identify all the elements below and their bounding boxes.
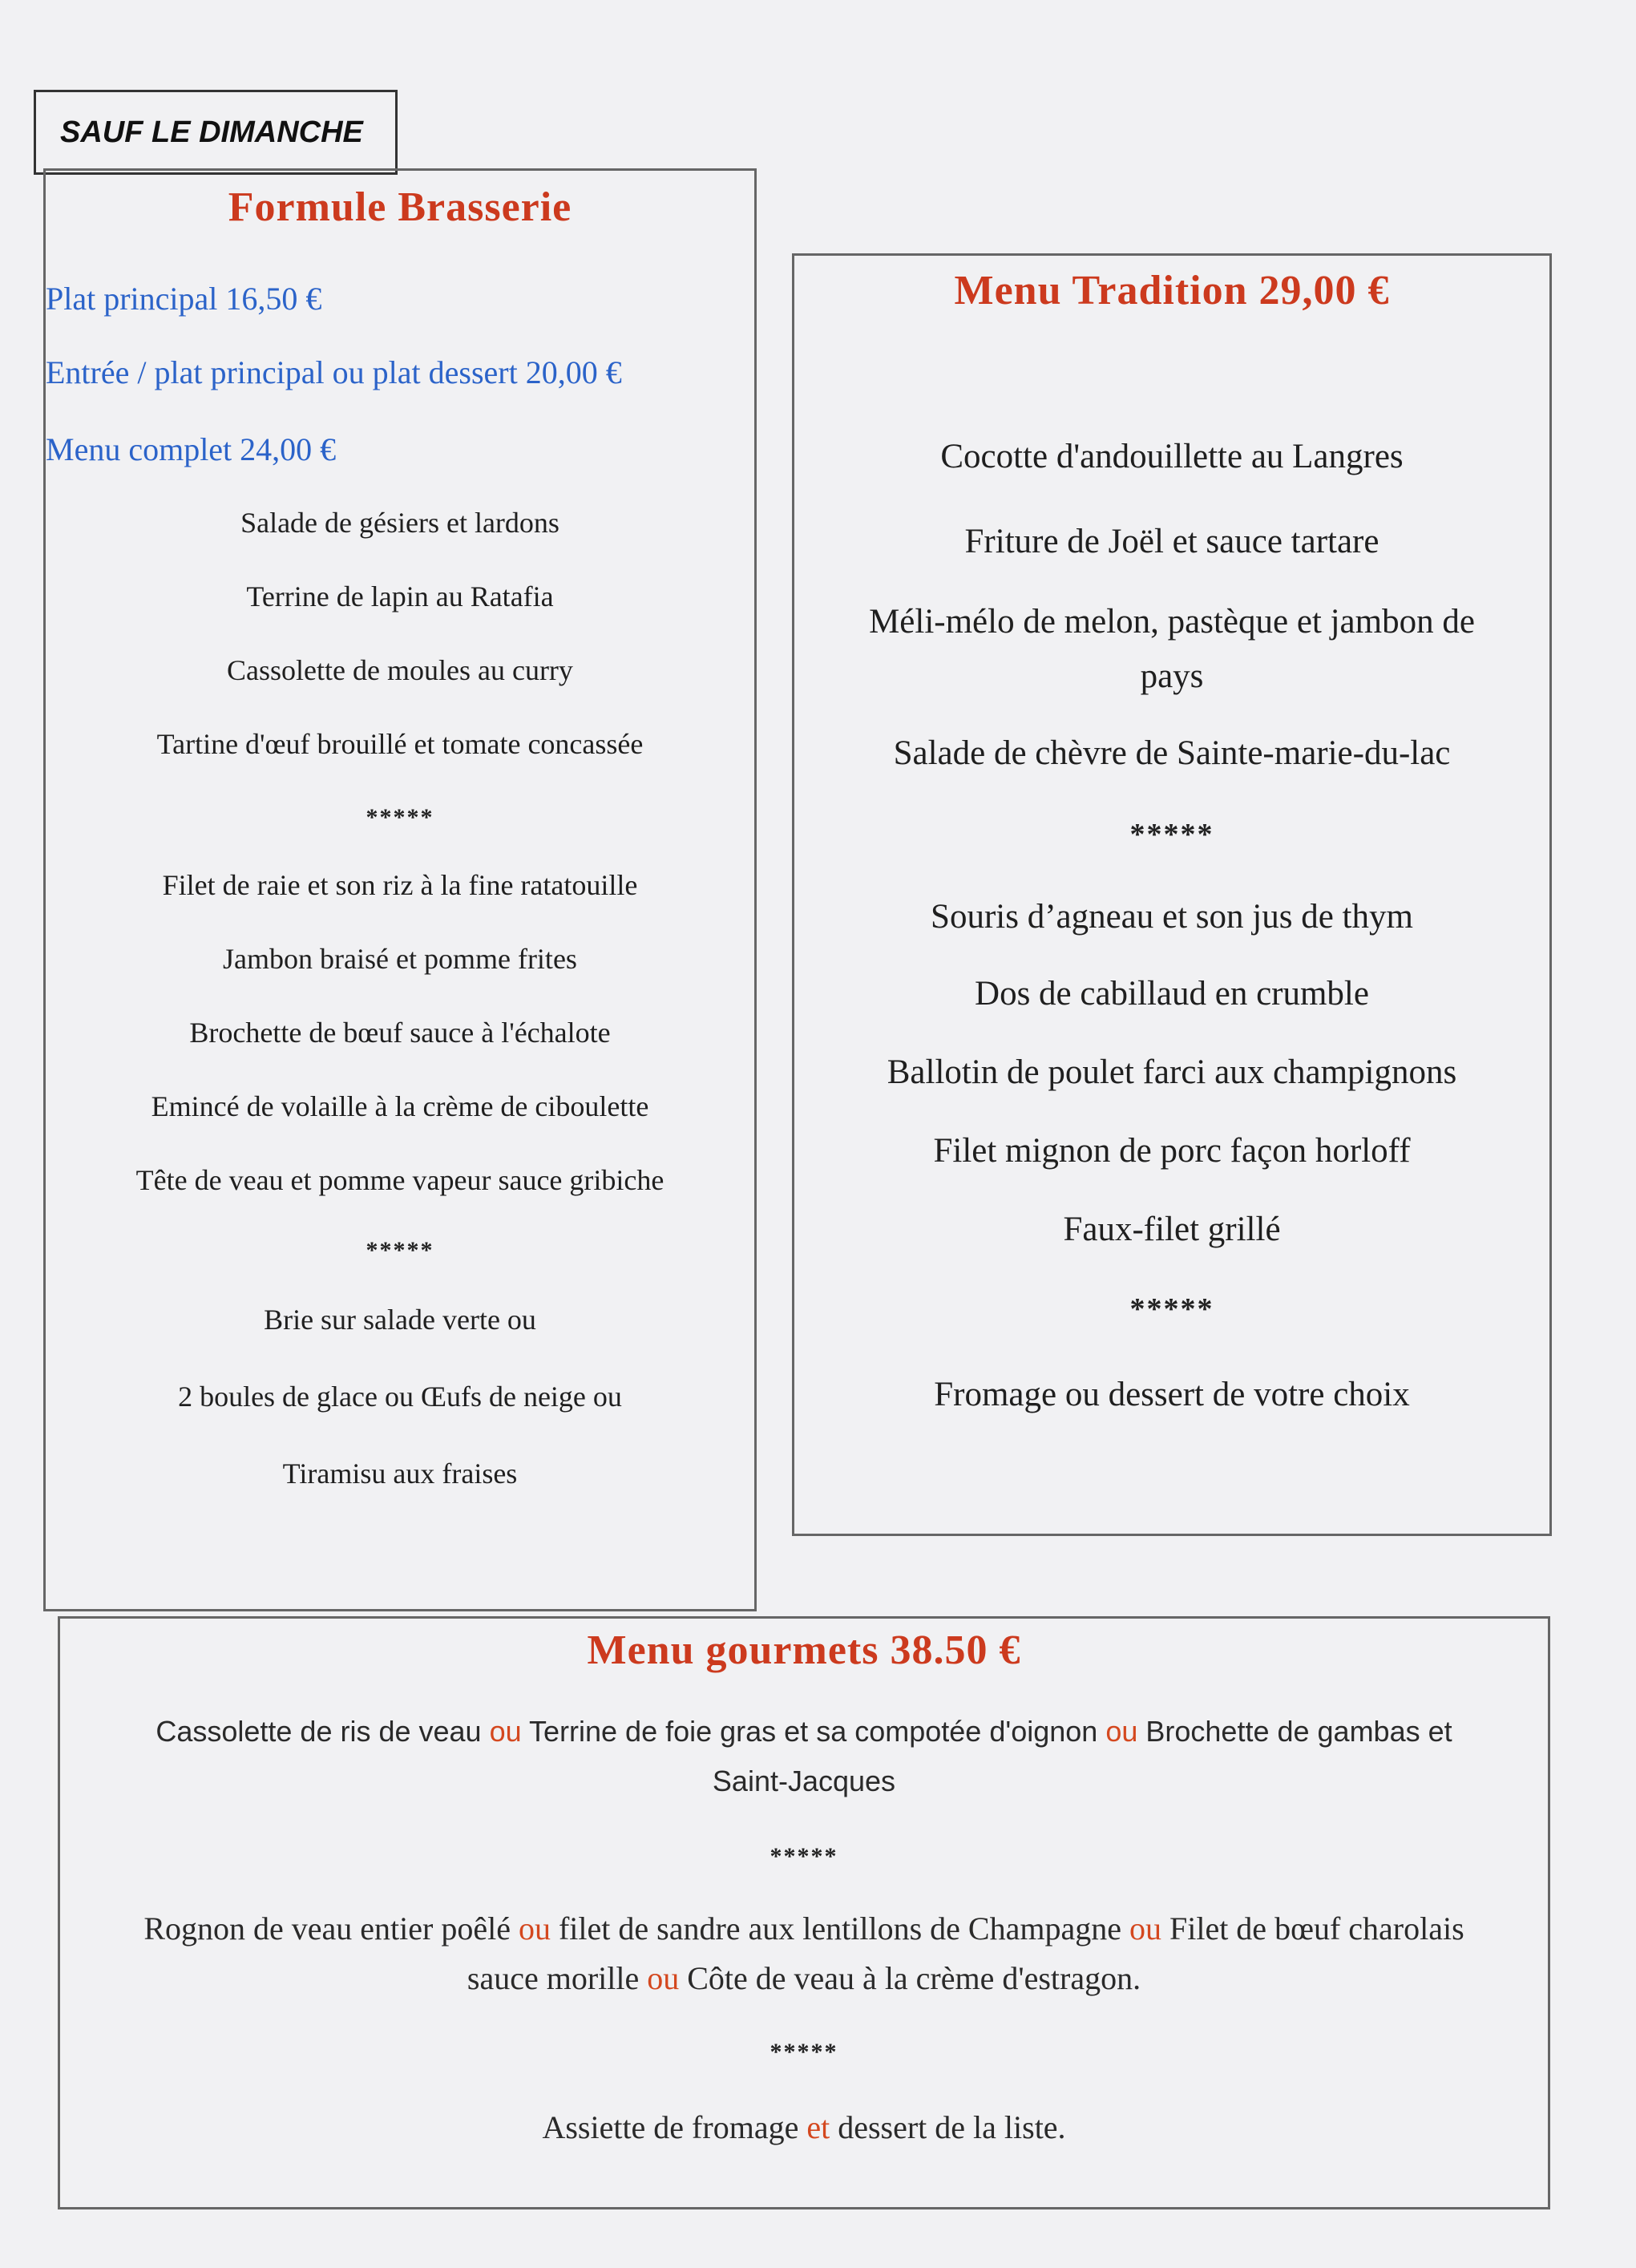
gourmets-plat-2: filet de sandre aux lentillons de Champagne [558, 1910, 1121, 1947]
gourmets-plat-3-cont: sauce morille [467, 1960, 640, 1996]
brasserie-dessert-2: 2 boules de glace ou Œufs de neige ou [178, 1381, 622, 1413]
gourmets-separator-2: ***** [770, 2039, 838, 2065]
brasserie-entree-3: Cassolette de moules au curry [227, 654, 573, 686]
price-entree-plat: Entrée / plat principal ou plat dessert 20,00 € [46, 354, 622, 390]
notice-text: SAUF LE DIMANCHE [60, 115, 363, 149]
formule-brasserie-section [43, 168, 757, 1611]
gourmets-entree-1: Cassolette de ris de veau [156, 1715, 482, 1748]
tradition-entree-3-cont: pays [1140, 657, 1204, 695]
ou-connector: ou [1129, 1910, 1161, 1947]
brasserie-separator-1: ***** [366, 804, 434, 831]
et-connector: et [806, 2109, 830, 2145]
gourmets-plat-3: Filet de bœuf charolais [1169, 1910, 1464, 1947]
tradition-separator-2: ***** [1129, 1292, 1214, 1326]
brasserie-entree-2: Terrine de lapin au Ratafia [246, 580, 554, 612]
gourmets-entree-2: Terrine de foie gras et sa compotée d'oignon [529, 1715, 1098, 1748]
brasserie-plat-4: Emincé de volaille à la crème de ciboulette [151, 1090, 649, 1122]
menu-gourmets-section [58, 1616, 1550, 2209]
tradition-plat-5: Faux-filet grillé [1063, 1211, 1281, 1248]
tradition-plat-3: Ballotin de poulet farci aux champignons [887, 1053, 1457, 1091]
gourmets-fin [60, 2103, 1548, 2153]
tradition-separator-1: ***** [1129, 818, 1214, 851]
brasserie-title: Formule Brasserie [228, 184, 572, 230]
gourmets-title: Menu gourmets 38.50 € [587, 1627, 1021, 1673]
brasserie-plat-5: Tête de veau et pomme vapeur sauce gribiche [135, 1164, 664, 1196]
brasserie-separator-2: ***** [366, 1237, 434, 1263]
tradition-fin: Fromage ou dessert de votre choix [934, 1376, 1410, 1413]
tradition-plat-2: Dos de cabillaud en crumble [975, 975, 1369, 1013]
gourmets-plats [60, 1904, 1548, 2003]
menu-tradition-section [792, 253, 1552, 1536]
gourmets-entree-3-cont: Saint-Jacques [712, 1765, 896, 1797]
sauf-le-dimanche-notice [34, 90, 398, 175]
tradition-title: Menu Tradition 29,00 € [954, 268, 1390, 313]
tradition-entree-3: Méli-mélo de melon, pastèque et jambon de [869, 603, 1475, 641]
ou-connector: ou [489, 1715, 522, 1748]
tradition-entree-4: Salade de chèvre de Sainte-marie-du-lac [893, 734, 1451, 772]
tradition-plat-4: Filet mignon de porc façon horloff [933, 1132, 1411, 1170]
ou-connector: ou [518, 1910, 551, 1947]
brasserie-entree-4: Tartine d'œuf brouillé et tomate concassée [156, 728, 644, 760]
brasserie-plat-2: Jambon braisé et pomme frites [223, 943, 577, 975]
tradition-entree-2: Friture de Joël et sauce tartare [964, 523, 1379, 560]
gourmets-fin-2: dessert de la liste. [838, 2109, 1066, 2145]
brasserie-dessert-3: Tiramisu aux fraises [282, 1457, 518, 1490]
tradition-plat-1: Souris d’agneau et son jus de thym [931, 898, 1413, 936]
gourmets-separator-1: ***** [770, 1843, 838, 1870]
gourmets-plat-1: Rognon de veau entier poêlé [143, 1910, 511, 1947]
gourmets-entree-3: Brochette de gambas et [1145, 1715, 1452, 1748]
gourmets-plat-4: Côte de veau à la crème d'estragon. [687, 1960, 1141, 1996]
price-plat-principal: Plat principal 16,50 € [46, 281, 322, 317]
gourmets-fin-1: Assiette de fromage [542, 2109, 799, 2145]
ou-connector: ou [647, 1960, 680, 1996]
price-menu-complet: Menu complet 24,00 € [46, 431, 337, 467]
gourmets-entrees [60, 1707, 1548, 1806]
brasserie-dessert-1: Brie sur salade verte ou [264, 1304, 536, 1336]
brasserie-plat-3: Brochette de bœuf sauce à l'échalote [189, 1017, 611, 1049]
brasserie-plat-1: Filet de raie et son riz à la fine ratatouille [162, 869, 638, 901]
brasserie-entree-1: Salade de gésiers et lardons [240, 507, 559, 539]
tradition-entree-1: Cocotte d'andouillette au Langres [940, 438, 1404, 475]
ou-connector: ou [1105, 1715, 1138, 1748]
